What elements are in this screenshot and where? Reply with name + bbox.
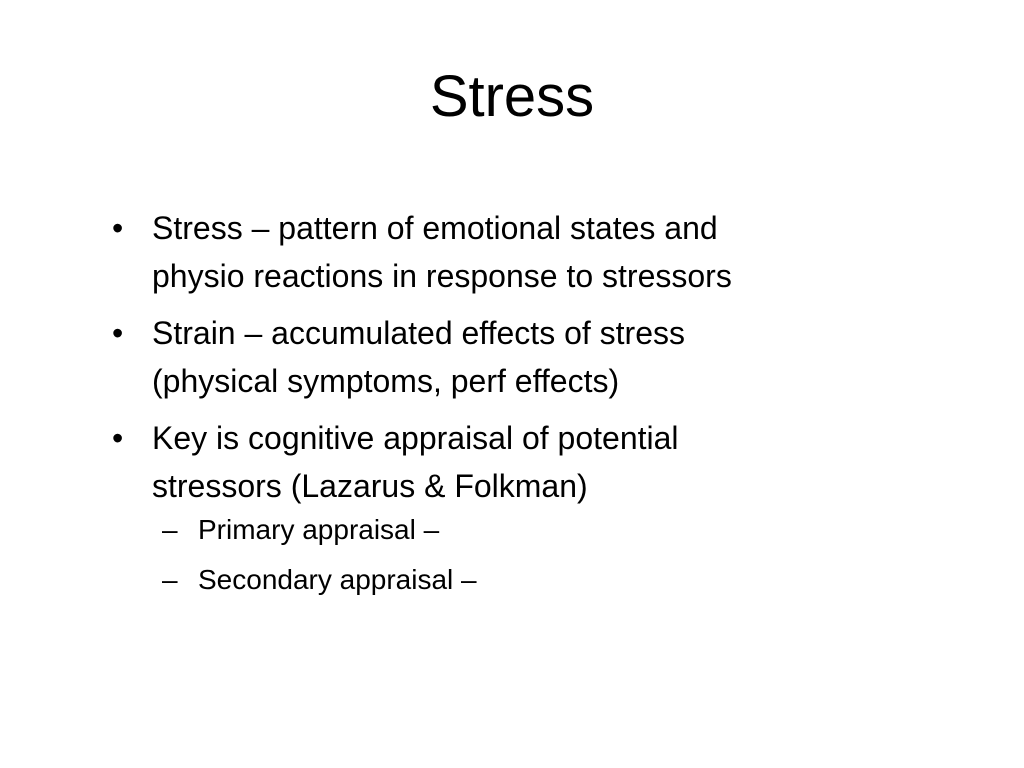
bullet-text-line: Key is cognitive appraisal of potential: [152, 420, 679, 456]
bullet-item-strain: [112, 309, 912, 405]
subbullet-item-primary-appraisal: [162, 510, 912, 550]
bullet-text-line: Stress – pattern of emotional states and: [152, 210, 718, 246]
slide-title: Stress: [429, 64, 595, 129]
bullet-item-stress: [112, 204, 912, 300]
subbullet-marker: –: [162, 514, 178, 545]
subbullet-item-secondary-appraisal: [162, 560, 912, 600]
subbullet-text: Secondary appraisal –: [198, 564, 477, 595]
bullet-marker: •: [112, 420, 124, 456]
bullet-item-appraisal: [112, 414, 912, 600]
bullet-text-line: Strain – accumulated effects of stress: [152, 315, 685, 351]
bullet-text-line: (physical symptoms, perf effects): [152, 363, 620, 399]
bullet-marker: •: [112, 210, 124, 246]
bullet-text-line: physio reactions in response to stressors: [152, 258, 732, 294]
subbullet-marker: –: [162, 564, 178, 595]
subbullet-list: [162, 510, 912, 600]
bullet-list: [112, 204, 912, 610]
subbullet-text: Primary appraisal –: [198, 514, 440, 545]
bullet-marker: •: [112, 315, 124, 351]
bullet-text-line: stressors (Lazarus & Folkman): [152, 468, 588, 504]
